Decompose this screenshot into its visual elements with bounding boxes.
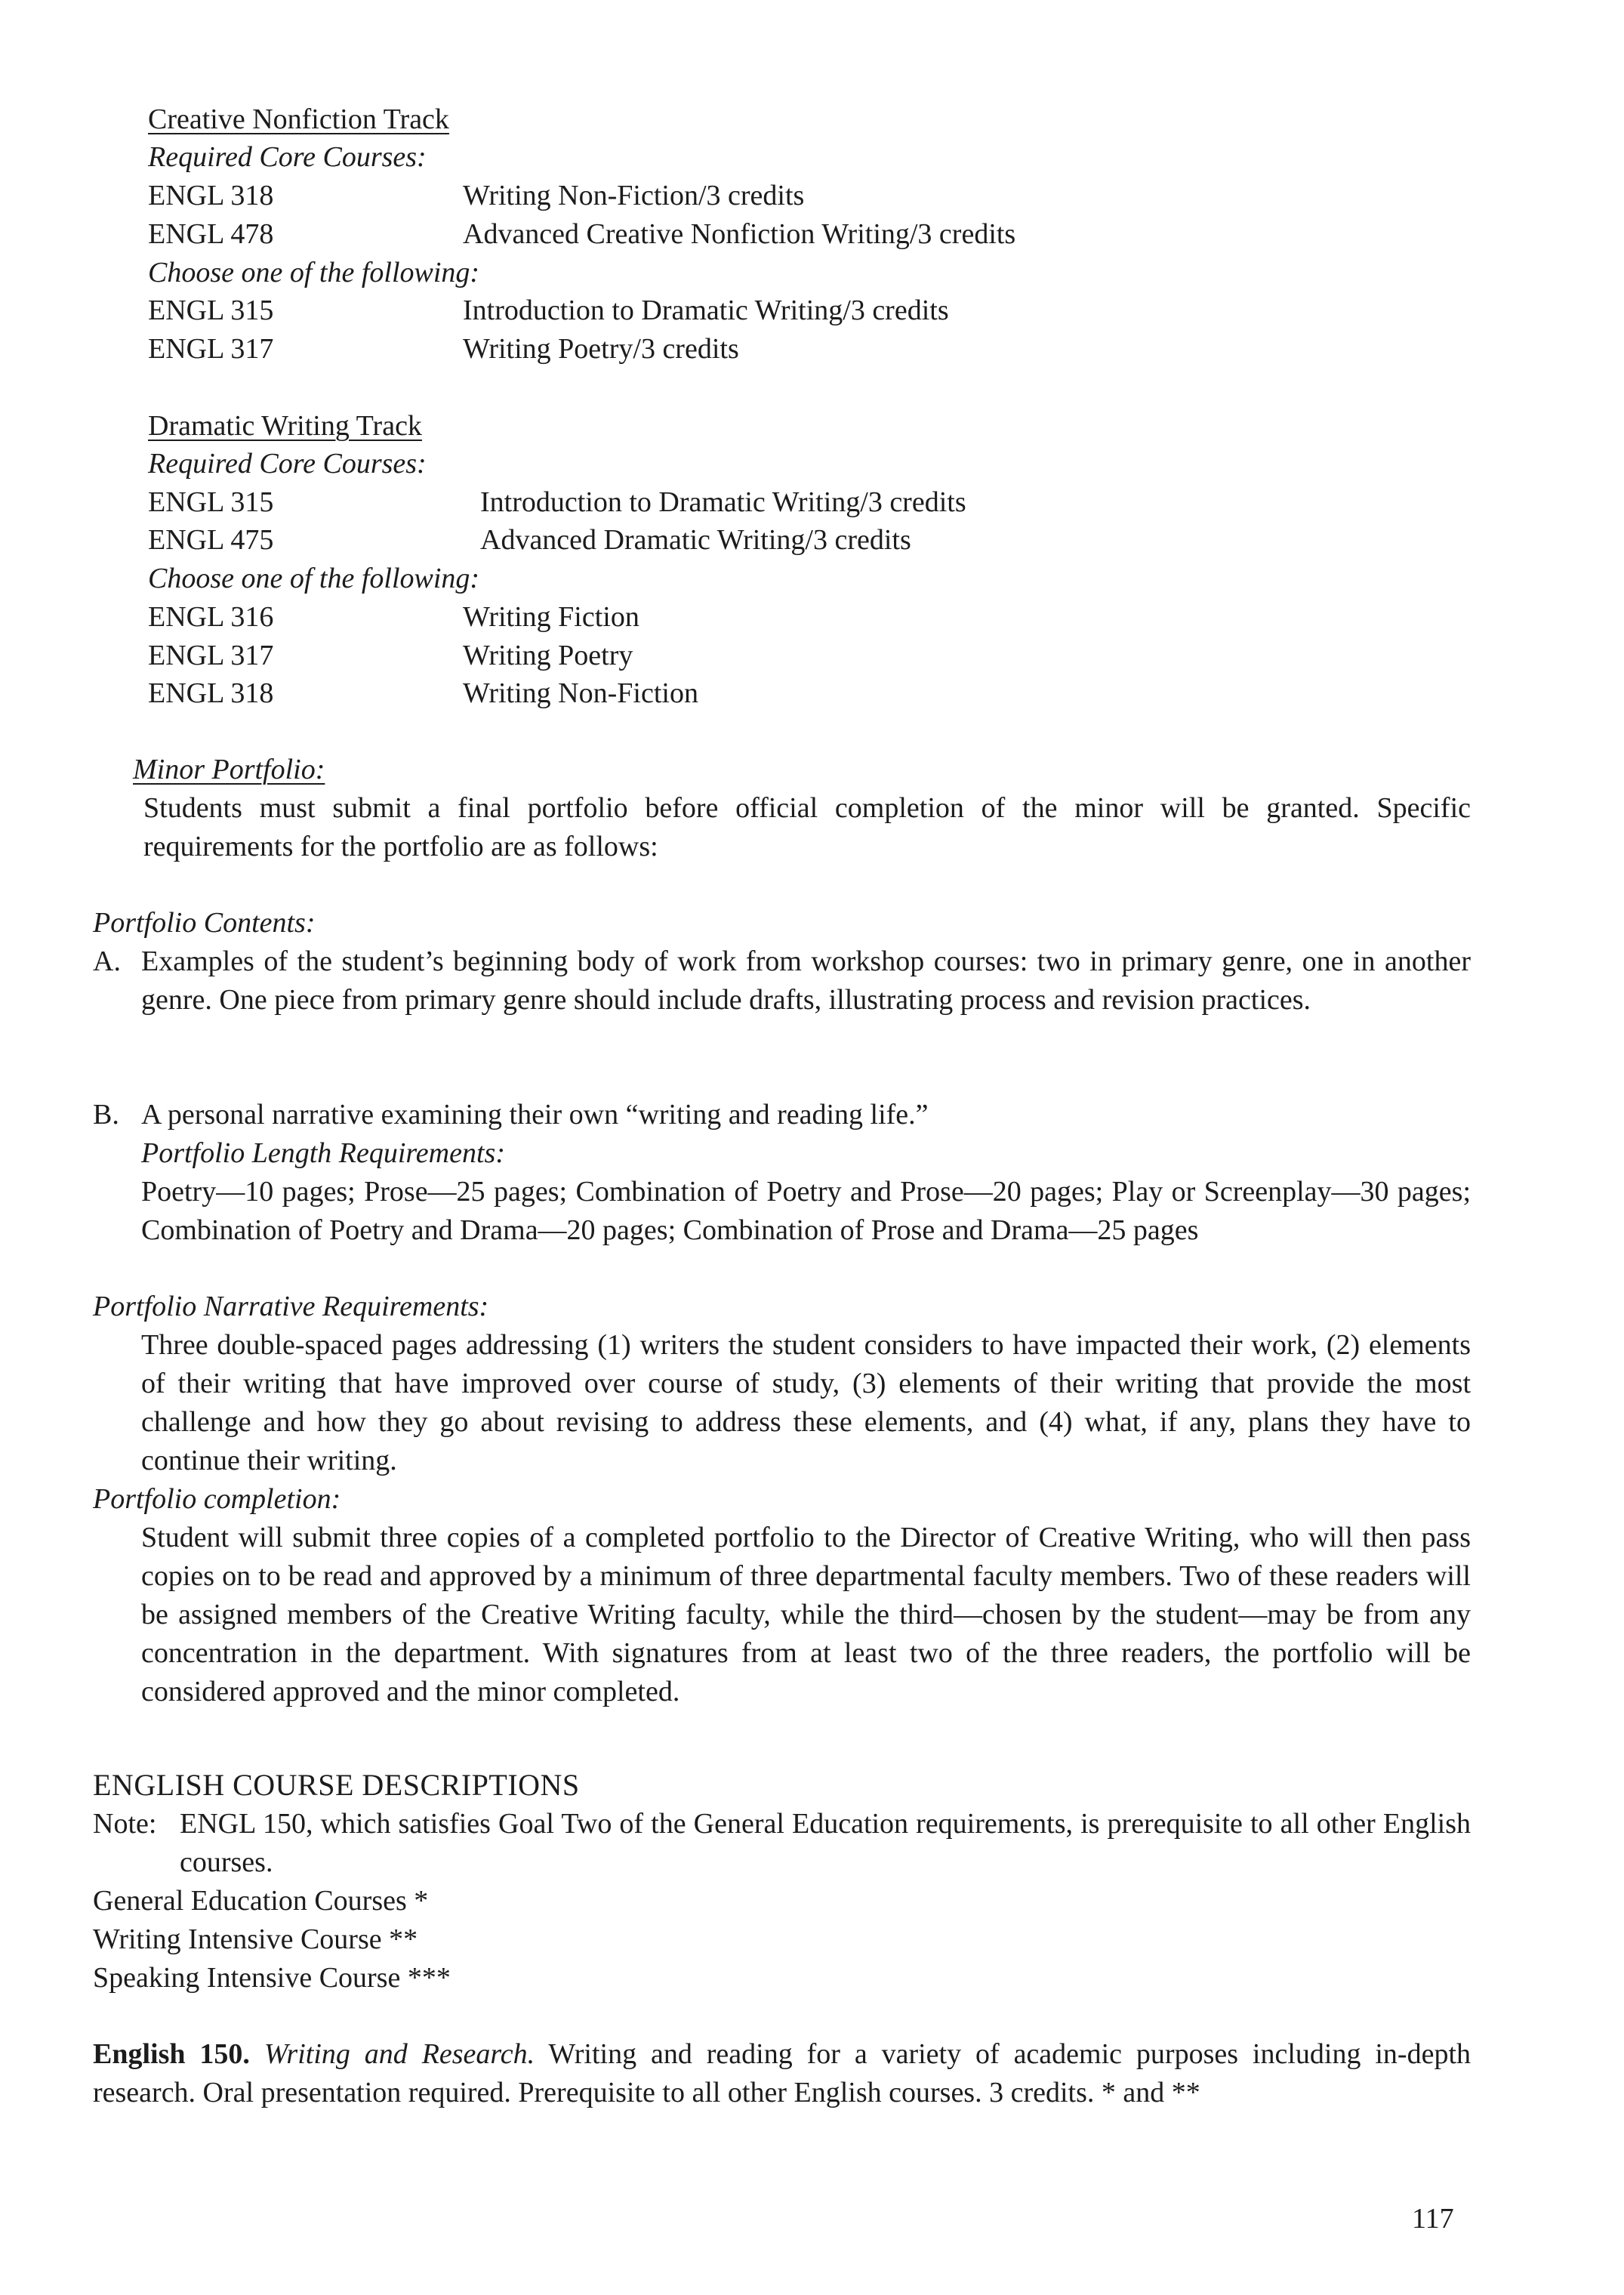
minor-portfolio-title: Minor Portfolio: (133, 754, 325, 785)
portfolio-completion-text: Student will submit three copies of a completed portfolio to the Director of Creative Writing, who will then pass copies on to be read and approved by a minimum of three departmental faculty members. Two of these readers will be assigned members of the Creative Writing faculty, while the third—chosen by the student—may be from any concentration in the department. With signatures from at least two of the three readers, the portfolio will be considered approved and the minor completed. (141, 1522, 1471, 1707)
item-b-text: A personal narrative examining their own “writing and reading life.” (141, 1099, 929, 1131)
course-title: Writing and Research. (263, 2038, 535, 2070)
cn-choose-code-2: ENGL 317 (148, 333, 274, 365)
cn-choose-title-2: Writing Poetry/3 credits (463, 333, 739, 365)
course-entry-english-150 (93, 2035, 1471, 2112)
cn-required-label: Required Core Courses: (148, 141, 427, 173)
legend-speaking-intensive: Speaking Intensive Course *** (93, 1962, 451, 1994)
cn-choose-code-1: ENGL 315 (148, 295, 274, 326)
dw-required-code-1: ENGL 315 (148, 486, 274, 518)
portfolio-completion-title: Portfolio completion: (93, 1483, 341, 1515)
note-text: ENGL 150, which satisfies Goal Two of the General Education requirements, is prerequisite to all other English courses. (180, 1808, 1471, 1878)
narrative-requirements-title: Portfolio Narrative Requirements: (93, 1291, 489, 1322)
portfolio-contents-item-b (93, 1096, 1471, 1134)
creative-nonfiction-title: Creative Nonfiction Track (148, 103, 449, 135)
note-label: Note: (93, 1808, 157, 1840)
cn-required-title-2: Advanced Creative Nonfiction Writing/3 credits (463, 218, 1016, 250)
legend-general-education: General Education Courses * (93, 1885, 429, 1917)
cn-required-code-2: ENGL 478 (148, 218, 274, 250)
portfolio-contents-title: Portfolio Contents: (93, 907, 316, 939)
cn-choose-title-1: Introduction to Dramatic Writing/3 credits (463, 295, 949, 326)
page-number: 117 (1412, 2203, 1454, 2235)
item-a-marker: A. (93, 945, 121, 977)
dw-required-label: Required Core Courses: (148, 448, 427, 480)
course-descriptions-heading: ENGLISH COURSE DESCRIPTIONS (93, 1768, 580, 1802)
portfolio-length-text: Poetry—10 pages; Prose—25 pages; Combination of Poetry and Prose—20 pages; Play or Screenplay—30 pages; Combination of Poetry and Drama—20 pages; Combination of Prose and Drama—25 pages (141, 1176, 1471, 1246)
dw-required-code-2: ENGL 475 (148, 524, 274, 556)
item-b-marker: B. (93, 1099, 119, 1131)
dw-required-title-1: Introduction to Dramatic Writing/3 credits (480, 486, 966, 518)
dw-required-title-2: Advanced Dramatic Writing/3 credits (480, 524, 911, 556)
cn-choose-label: Choose one of the following: (148, 257, 480, 288)
minor-portfolio-text: Students must submit a final portfolio before official completion of the minor will be granted. Specific requirements for the portfolio are as follows: (143, 792, 1471, 862)
portfolio-contents-item-a (93, 942, 1471, 1060)
dw-choose-title-1: Writing Fiction (463, 601, 639, 633)
dw-choose-title-2: Writing Poetry (463, 640, 633, 671)
cn-required-code-1: ENGL 318 (148, 180, 274, 211)
portfolio-length-title: Portfolio Length Requirements: (141, 1137, 505, 1169)
dw-choose-label: Choose one of the following: (148, 563, 480, 594)
dw-choose-title-3: Writing Non-Fiction (463, 677, 698, 709)
dw-choose-code-2: ENGL 317 (148, 640, 274, 671)
course-description: Writing and reading for a variety of academic purposes including in-depth research. Oral presentation required. Prerequisite to all other English courses. 3 credits. * and ** (93, 2038, 1471, 2108)
narrative-requirements-text: Three double-spaced pages addressing (1) writers the student considers to have impacted their work, (2) elements of their writing that have improved over course of study, (3) elements of their writing that provide the most challenge and how they go about revising to address these elements, and (4) what, if any, plans they have to continue their writing. (141, 1329, 1471, 1476)
dw-choose-code-1: ENGL 316 (148, 601, 274, 633)
dramatic-writing-title: Dramatic Writing Track (148, 410, 422, 442)
legend-writing-intensive: Writing Intensive Course ** (93, 1923, 418, 1955)
item-a-text: Examples of the student’s beginning body of work from workshop courses: two in primary genre, one in another genre. One piece from primary genre should include drafts, illustrating process and revision practices. (141, 945, 1471, 1016)
course-number: English 150. (93, 2038, 250, 2070)
dw-choose-code-3: ENGL 318 (148, 677, 274, 709)
cn-required-title-1: Writing Non-Fiction/3 credits (463, 180, 805, 211)
